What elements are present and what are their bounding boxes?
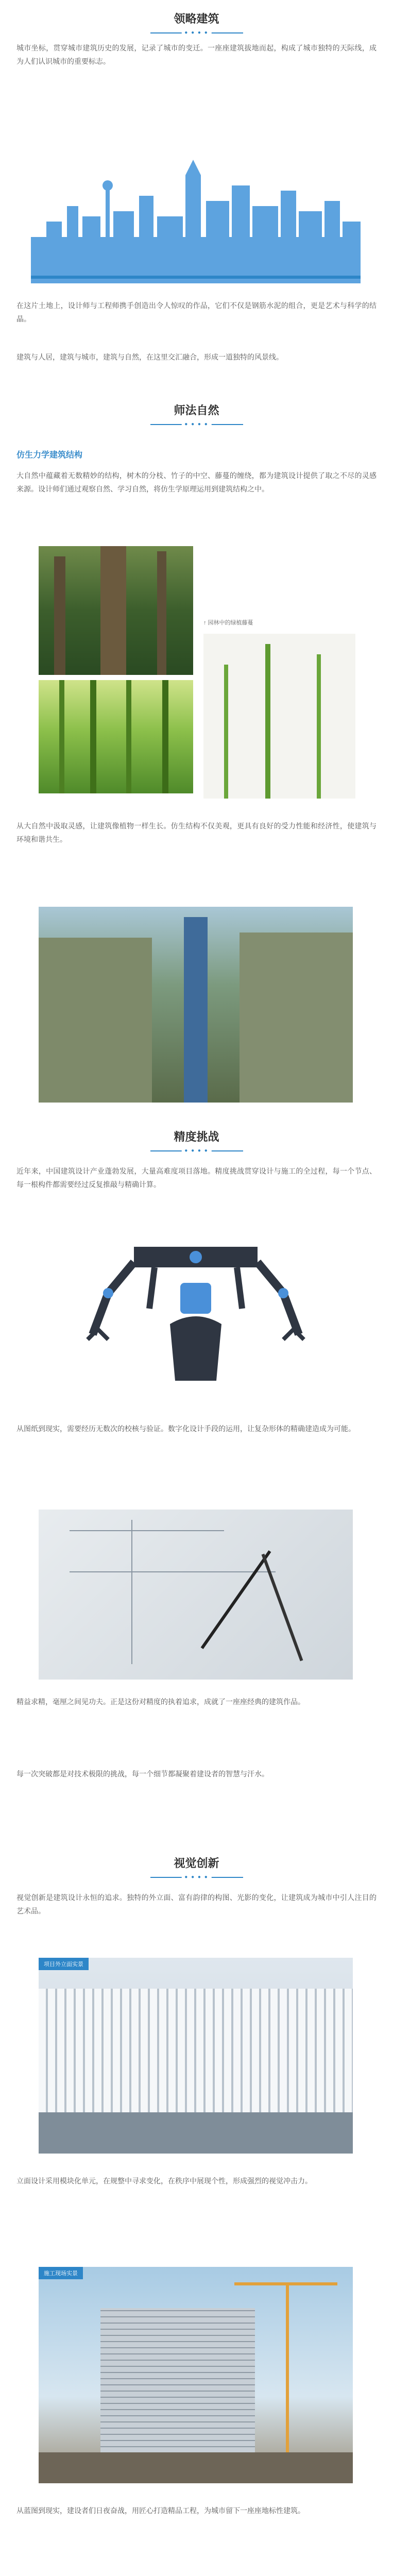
nature-subhead: 仿生力学建筑结构 xyxy=(16,451,83,460)
precision-paragraph-1: 近年来，中国建筑设计产业蓬勃发展，大量高难度项目落地。精度挑战贯穿设计与施工的全过程，每一个节点、每一根构件都需要经过反复推敲与精确计算。 xyxy=(16,1167,377,1189)
section-heading: 师法自然 xyxy=(174,404,219,417)
facade-photo xyxy=(39,1958,353,2154)
blueprint-drawing-photo xyxy=(39,1510,353,1680)
precision-paragraph-4: 每一次突破都是对技术极限的挑战，每一个细节都凝聚着建设者的智慧与汗水。 xyxy=(16,1770,269,1778)
climbing-vines-photo xyxy=(203,634,355,799)
intro-paragraph-3: 建筑与人居，建筑与城市，建筑与自然，在这里交汇融合，形成一道独特的风景线。 xyxy=(16,353,283,361)
section-heading: 精度挑战 xyxy=(174,1130,219,1143)
nature-paragraph-1: 大自然中蕴藏着无数精妙的结构，树木的分枝、竹子的中空、藤蔓的缠绕，都为建筑设计提供了取之不尽的灵感来源。设计师们通过观察自然、学习自然，将仿生学原理运用到建筑结构之中。 xyxy=(16,471,377,493)
intro-paragraph-1: 城市坐标，贯穿城市建筑历史的发展，记录了城市的变迁。一座座建筑拔地而起，构成了城市独特的天际线，成为人们认识城市的重要标志。 xyxy=(16,44,377,65)
facade-tag: 项目外立面实景 xyxy=(39,1958,89,1970)
vision-paragraph-2: 立面设计采用模块化单元，在规整中寻求变化，在秩序中展现个性，形成强烈的视觉冲击力。 xyxy=(16,2177,312,2185)
title-divider: ● ● ● ● xyxy=(150,1873,243,1882)
vision-paragraph-1: 视觉创新是建筑设计永恒的追求。独特的外立面、富有韵律的构图、光影的变化，让建筑成为城市中引人注目的艺术品。 xyxy=(16,1893,377,1915)
title-divider: ● ● ● ● xyxy=(150,28,243,38)
vision-paragraph-3: 从蓝图到现实，建设者们日夜奋战，用匠心打造精品工程，为城市留下一座座地标性建筑。 xyxy=(16,2506,305,2515)
title-divider: ● ● ● ● xyxy=(150,420,243,429)
robotic-arms-illustration xyxy=(77,1247,314,1401)
canyon-elevator-photo xyxy=(39,907,353,1103)
construction-photo xyxy=(39,2267,353,2483)
section-title-2 xyxy=(0,402,393,429)
city-skyline-illustration xyxy=(31,155,361,283)
forest-photo xyxy=(39,546,193,675)
precision-paragraph-3: 精益求精，毫厘之间见功夫。正是这份对精度的执着追求，成就了一座座经典的建筑作品。 xyxy=(16,1698,305,1706)
section-title-3 xyxy=(0,1128,393,1156)
construction-tag: 施工现场实景 xyxy=(39,2267,83,2279)
bamboo-photo xyxy=(39,680,193,793)
section-heading: 领略建筑 xyxy=(174,12,219,25)
intro-paragraph-2: 在这片土地上，设计师与工程师携手创造出令人惊叹的作品，它们不仅是钢筋水泥的组合，更是艺术与科学的结晶。 xyxy=(16,301,377,323)
title-divider: ● ● ● ● xyxy=(150,1146,243,1156)
section-heading: 视觉创新 xyxy=(174,1857,219,1870)
nature-paragraph-2: 从大自然中汲取灵感，让建筑像植物一样生长。仿生结构不仅美观，更具有良好的受力性能和经济性，使建筑与环境和谐共生。 xyxy=(16,822,377,843)
vine-caption: ↑ 园林中的绿植藤蔓 xyxy=(203,620,253,626)
section-title-4 xyxy=(0,1855,393,1882)
section-title-1 xyxy=(0,10,393,38)
precision-paragraph-2: 从图纸到现实，需要经历无数次的校核与验证。数字化设计手段的运用，让复杂形体的精确建造成为可能。 xyxy=(16,1425,355,1433)
